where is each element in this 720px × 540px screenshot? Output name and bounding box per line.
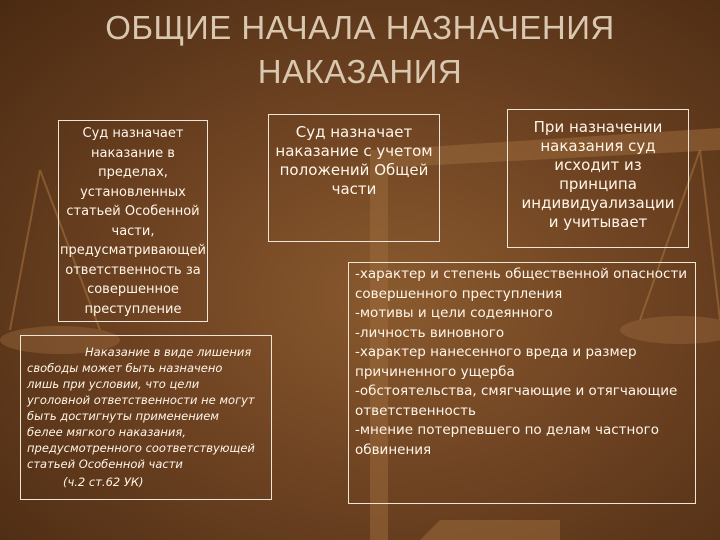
text-line: уголовной ответственности не могут <box>27 393 255 407</box>
text-line: свободы может быть назначено <box>27 361 223 375</box>
title-line-2: НАКАЗАНИЯ <box>257 53 463 90</box>
law-reference: (ч.2 ст.62 УК) <box>63 475 144 489</box>
list-item: -характер и степень общественной опасности совершенного преступления <box>355 266 688 302</box>
text-line: установленных <box>80 184 186 200</box>
text-line: пределах, <box>98 165 168 180</box>
court-within-limits-box <box>58 120 208 322</box>
text-line: Суд назначает <box>295 123 413 141</box>
text-line: ответственность за <box>65 262 201 278</box>
title-line-1: ОБЩИЕ НАЧАЛА НАЗНАЧЕНИЯ <box>105 9 615 46</box>
text-line: положений Общей <box>279 161 429 179</box>
individualization-principle-box <box>507 109 689 248</box>
page-title <box>60 6 660 94</box>
text-line: белее мягкого наказания, <box>27 425 186 439</box>
text-line: принципа <box>559 175 637 193</box>
text-line: быть достигнуты применением <box>27 409 219 423</box>
text-line: лишь при условии, что цели <box>27 377 200 391</box>
text-line: При назначении <box>533 118 663 136</box>
list-item: -характер нанесенного вреда и размер причиненного ущерба <box>355 344 637 380</box>
list-item: -личность виновного <box>355 324 505 341</box>
text-line: наказание с учетом <box>275 142 433 160</box>
text-line: предусматривающей <box>60 243 206 258</box>
list-item: -мотивы и цели содеянного <box>355 305 553 321</box>
text-line: совершенное <box>87 282 179 297</box>
text-line: преступление <box>84 301 182 317</box>
text-line: и учитывает <box>548 213 648 231</box>
considered-factors-list <box>348 262 696 504</box>
text-line: Наказание в виде лишения <box>85 345 252 359</box>
list-item: -мнение потерпевшего по делам частного обвинения <box>355 422 659 458</box>
text-line: части <box>331 180 377 198</box>
text-line: наказания суд <box>540 137 656 155</box>
list-item: -обстоятельства, смягчающие и отягчающие ответственность <box>355 383 678 419</box>
text-line: статьей Особенной <box>66 204 200 219</box>
text-line: индивидуализации <box>521 194 675 212</box>
text-line: предусмотренного соответствующей <box>27 441 255 455</box>
text-line: Суд назначает <box>82 126 184 141</box>
imprisonment-condition-box <box>20 335 272 500</box>
text-line: исходит из <box>554 156 642 174</box>
general-part-box <box>268 114 440 242</box>
text-line: статьей Особенной части <box>27 457 183 471</box>
text-line: части, <box>111 223 155 239</box>
text-line: наказание в <box>91 145 175 161</box>
